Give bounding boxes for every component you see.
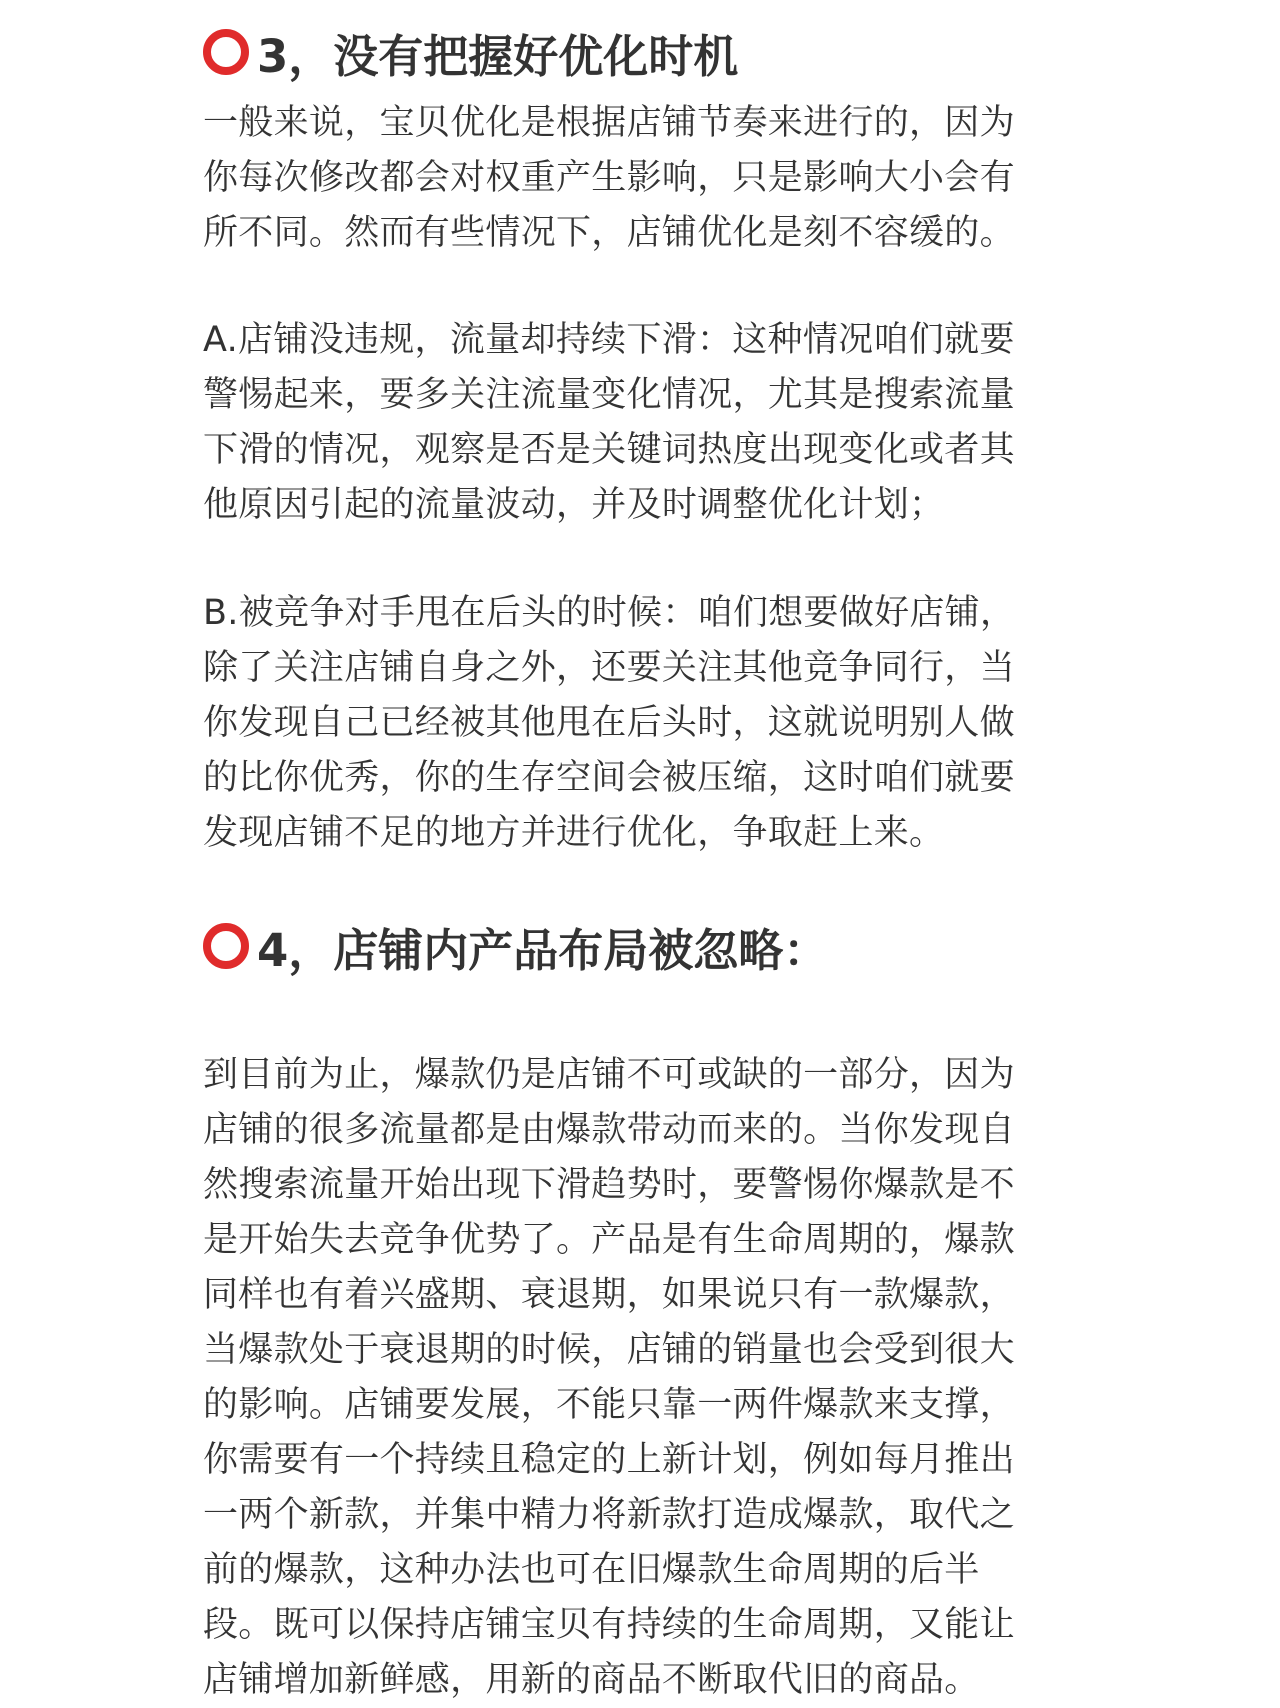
- text-line: 段。既可以保持店铺宝贝有持续的生命周期，又能让: [203, 1605, 1015, 1645]
- text-line: 的比你优秀，你的生存空间会被压缩，这时咱们就要: [203, 758, 1015, 798]
- hollow-red-circle-icon: [203, 923, 249, 969]
- text-line: 是开始失去竞争优势了。产品是有生命周期的，爆款: [203, 1220, 1015, 1260]
- section-3-point-a: [203, 313, 1015, 533]
- hollow-red-circle-icon: [203, 29, 249, 75]
- section-3-point-b: [203, 586, 1015, 861]
- text-line: 然搜索流量开始出现下滑趋势时，要警惕你爆款是不: [203, 1165, 1015, 1205]
- text-line: 你需要有一个持续且稳定的上新计划，例如每月推出: [203, 1440, 1015, 1480]
- text-line: 所不同。然而有些情况下，店铺优化是刻不容缓的。: [203, 213, 1015, 253]
- text-line: 的影响。店铺要发展，不能只靠一两件爆款来支撑，: [203, 1385, 1015, 1425]
- text-line: 到目前为止，爆款仍是店铺不可或缺的一部分，因为: [203, 1055, 1015, 1095]
- text-line: 一两个新款，并集中精力将新款打造成爆款，取代之: [203, 1495, 1015, 1535]
- section-4-body: [203, 1048, 1015, 1708]
- text-line: 店铺的很多流量都是由爆款带动而来的。当你发现自: [203, 1110, 1015, 1150]
- text-line: 前的爆款，这种办法也可在旧爆款生命周期的后半: [203, 1550, 980, 1590]
- text-line: 下滑的情况，观察是否是关键词热度出现变化或者其: [203, 430, 1015, 470]
- section-3-intro: [203, 96, 1015, 261]
- text-line: 当爆款处于衰退期的时候，店铺的销量也会受到很大: [203, 1330, 1015, 1370]
- text-line: A.店铺没违规，流量却持续下滑：这种情况咱们就要: [203, 320, 1015, 360]
- text-line: 除了关注店铺自身之外，还要关注其他竞争同行，当: [203, 648, 1015, 688]
- text-line: 你发现自己已经被其他甩在后头时，这就说明别人做: [203, 703, 1015, 743]
- section-4-heading: [203, 911, 828, 981]
- section-3-heading: [203, 17, 738, 87]
- text-line: 同样也有着兴盛期、衰退期，如果说只有一款爆款，: [203, 1275, 1015, 1315]
- text-line: 店铺增加新鲜感，用新的商品不断取代旧的商品。: [203, 1660, 980, 1700]
- text-line: 发现店铺不足的地方并进行优化，争取赶上来。: [203, 813, 945, 853]
- section-4-heading-text: 4，店铺内产品布局被忽略：: [257, 923, 829, 977]
- text-line: 警惕起来，要多关注流量变化情况，尤其是搜索流量: [203, 375, 1015, 415]
- text-line: 你每次修改都会对权重产生影响，只是影响大小会有: [203, 158, 1015, 198]
- text-line: B.被竞争对手甩在后头的时候：咱们想要做好店铺，: [203, 593, 1016, 633]
- text-line: 他原因引起的流量波动，并及时调整优化计划；: [203, 485, 945, 525]
- section-3-heading-text: 3，没有把握好优化时机: [257, 29, 739, 83]
- text-line: 一般来说，宝贝优化是根据店铺节奏来进行的，因为: [203, 103, 1015, 143]
